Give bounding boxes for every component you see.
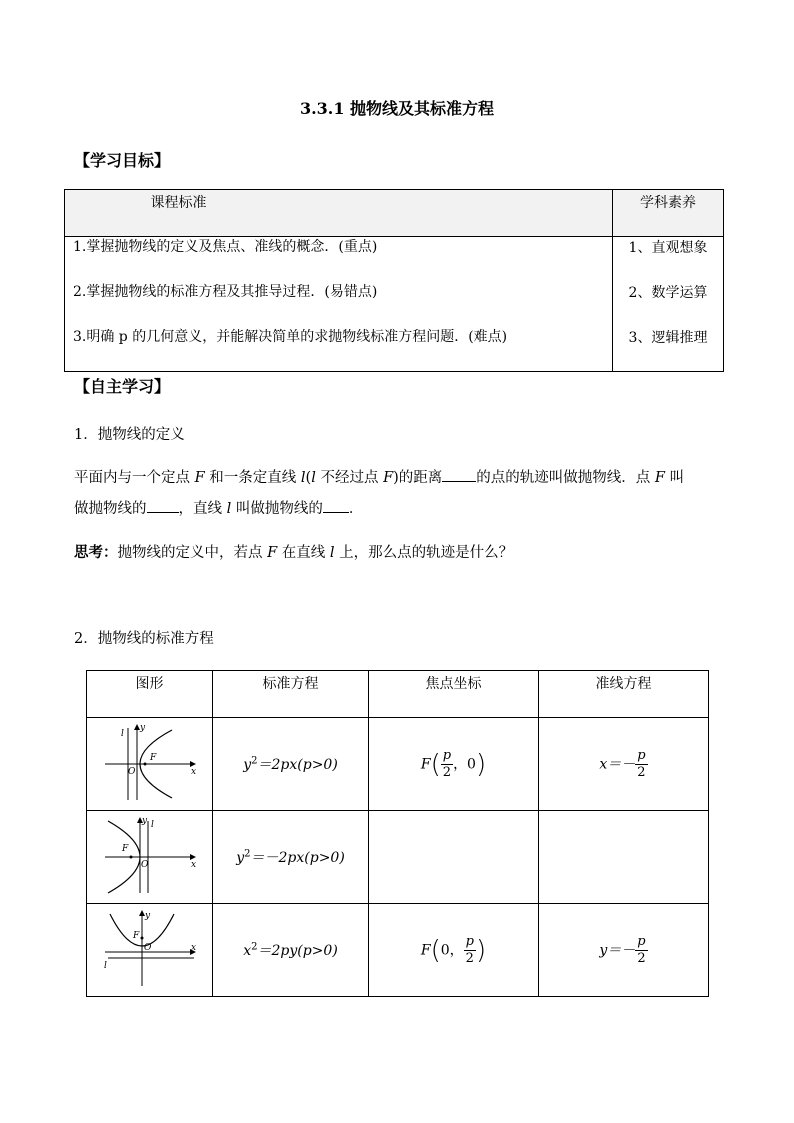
origin-label: O [143,943,151,953]
focus-cell: F(0， $\frac{p}{2}$ ) [369,904,539,997]
focus-cell-empty[interactable] [369,811,539,904]
directrix-cell-empty[interactable] [539,811,709,904]
section-self-study: 【自主学习】 [74,377,171,396]
table-row [87,904,709,997]
origin-label: O [140,860,148,870]
equation-cell: $y^2=-2px(p>0)$ [213,811,369,904]
directrix-label: l [103,961,107,971]
objective-item: 3.明确 p 的几何意义，并能解决简单的求抛物线标准方程问题．(难点) [73,329,508,345]
focus-point [143,763,146,766]
definition-line-1: 平面内与一个定点 F 和一条定直线 l(l 不经过点 F)的距离 的点的轨迹叫做抛物线．点 F 叫 [74,470,685,486]
axis-y-label: y [144,911,150,921]
graph-cell [87,811,213,904]
objectives-table [64,189,724,372]
item1-title: 1．抛物线的定义 [74,427,185,443]
header-directrix-equation: 准线方程 [539,671,709,718]
blank-focus[interactable] [147,500,179,513]
objective-item: 1.掌握抛物线的定义及焦点、准线的概念．(重点) [73,239,378,255]
parabola-up-graph [100,908,200,988]
equation-cell: $y^2=2px(p>0)$ [213,718,369,811]
header-standard-equation: 标准方程 [213,671,369,718]
axis-x-label: x [190,860,196,870]
competency-item: 3、逻辑推理 [628,330,708,346]
blank-distance[interactable] [442,469,476,482]
item2-title: 2．抛物线的标准方程 [74,631,214,647]
equation-cell: $x^2=2py(p>0)$ [213,904,369,997]
graph-cell [87,718,213,811]
graph-cell [87,904,213,997]
origin-label: O [127,767,135,777]
parabola-right-graph [100,722,200,802]
focus-label: F [132,931,139,941]
directrix-cell: x＝－ $\frac{p}{2}$ [539,718,709,811]
competency-item: 1、直观想象 [628,240,708,256]
axis-x-label: x [190,943,196,953]
focus-point [129,856,132,859]
standard-equation-table [86,670,709,997]
competency-item: 2、数学运算 [628,285,708,301]
directrix-label: l [120,729,124,739]
think-question: 思考：抛物线的定义中，若点 F 在直线 l 上，那么点的轨迹是什么？ [74,544,514,561]
directrix-cell: y＝－ $\frac{p}{2}$ [539,904,709,997]
definition-line-2: 做抛物线的 ，直线 l 叫做抛物线的 ． [74,501,364,517]
focus-label: F [149,753,156,763]
header-curriculum-standard: 课程标准 [65,190,613,237]
competencies-cell [613,237,724,372]
table-row [87,811,709,904]
axis-x-label: x [190,767,196,777]
header-figure: 图形 [87,671,213,718]
axis-y-label: y [139,723,145,733]
axis-y-label: y [141,816,147,826]
section-learning-objectives: 【学习目标】 [74,151,171,170]
objectives-cell [65,237,613,372]
directrix-label: l [150,820,154,830]
table-row [87,718,709,811]
header-focus-coordinates: 焦点坐标 [369,671,539,718]
focus-label: F [121,844,128,854]
objective-item: 2.掌握抛物线的标准方程及其推导过程．(易错点) [73,284,378,300]
page-title: 3.3.1 抛物线及其标准方程 [299,99,495,118]
focus-point [140,937,143,940]
header-subject-competency: 学科素养 [613,190,724,237]
focus-cell: F( $\frac{p}{2}$ ，0) [369,718,539,811]
parabola-left-graph [100,815,200,895]
blank-directrix[interactable] [323,500,349,513]
